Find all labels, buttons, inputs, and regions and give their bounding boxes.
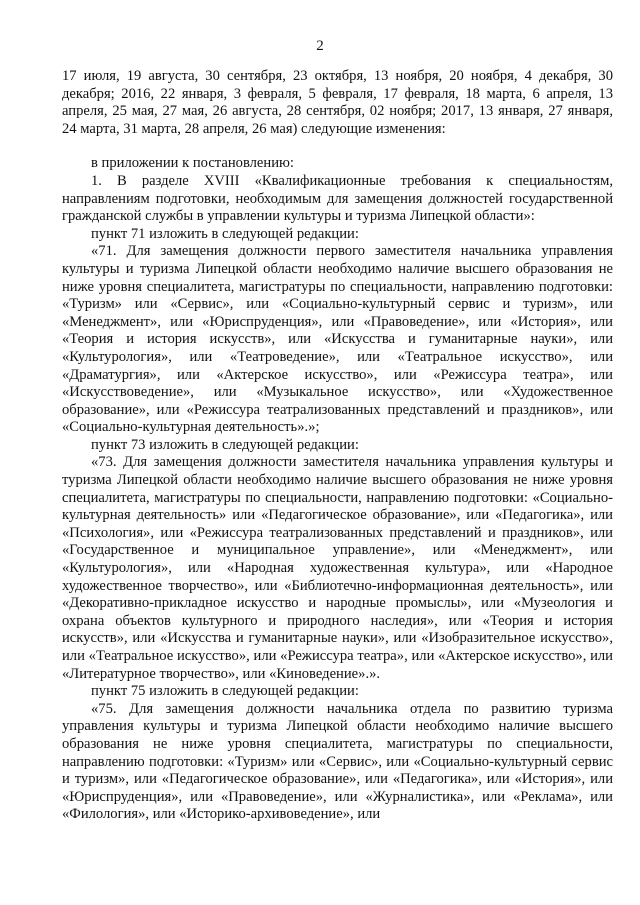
paragraph-point-75-intro: пункт 75 изложить в следующей редакции:	[91, 683, 359, 700]
paragraph-point-71-text: «71. Для замещения должности первого заместителя начальника управления культуры и туризма Липецкой области необходимо наличие высшего образования не ниже уровня специалитета, магистратуры по специальности, направлению подготовки: «Туризм» или «Сервис», или «Социально-культурный сервис и туризм», или «Менеджмент», или «Юриспруденция», или «Правоведение», или «История», или «Теория и история искусств», или «Искусства и гуманитарные науки», или «Культурология», или «Театроведение», или «Театральное искусство», или «Драматургия», или «Актерское искусство», или «Режиссура театра», или «Искусствоведение», или «Музыкальное искусство», или «Художественное образование», или «Режиссура театрализованных представлений и праздников», или «Социально-культурная деятельность».»;	[62, 243, 613, 436]
paragraph-appendix-heading: в приложении к постановлению:	[91, 155, 294, 172]
paragraph-gap	[62, 138, 613, 155]
paragraph-point-71-intro: пункт 71 изложить в следующей редакции:	[91, 225, 359, 242]
document-body	[62, 68, 613, 824]
paragraph-point-75-text: «75. Для замещения должности начальника отдела по развитию туризма управления культуры и туризма Липецкой области необходимо наличие высшего образования не ниже уровня специалитета, магистратуры по специальности, направлению подготовки: «Туризм» или «Сервис», или «Социально-культурный сервис и туризм», или «Педагогическое образование», или «Педагогика», или «История», или «Юриспруденция», или «Правоведение», или «Журналистика», или «Реклама», или «Филология», или «Историко-архивоведение», или	[62, 700, 613, 823]
paragraph-section-xviii: 1. В разделе XVIII «Квалификационные требования к специальностям, направлениям подготовки, необходимым для замещения должностей государственной гражданской службы в управлении культуры и туризма Липецкой области»:	[62, 172, 613, 225]
paragraph-point-73-text: «73. Для замещения должности заместителя начальника управления культуры и туризма Липецкой области необходимо наличие высшего образования не ниже уровня специалитета, магистратуры по специальности, направлению подготовки: «Социально-культурная деятельность» или «Педагогическое образование», или «Педагогика», или «Психология», или «Режиссура театрализованных представлений и праздников», или «Государственное и муниципальное управление», или «Менеджмент», или «Культурология», или «Народная художественная культура», или «Народное художественное творчество», или «Библиотечно-информационная деятельность», или «Декоративно-прикладное искусство и народные промыслы», или «Музеология и охрана объектов культурного и природного наследия», или «Теория и история искусств», или «Искусства и гуманитарные науки», или «Изобразительное искусство», или «Театральное искусство», или «Режиссура театра», или «Актерское искусство», или «Литературное творчество», или «Киноведение».».	[62, 454, 613, 682]
paragraph-intro-dates: 17 июля, 19 августа, 30 сентября, 23 октября, 13 ноября, 20 ноября, 4 декабря, 30 декабря; 2016, 22 января, 3 февраля, 5 февраля, 17 февраля, 18 марта, 6 апреля, 13 апреля, 25 мая, 27 мая, 26 августа, 28 сентября, 02 ноября; 2017, 13 января, 27 января, 24 марта, 31 марта, 28 апреля, 26 мая) следующие изменения:	[62, 68, 613, 137]
paragraph-point-73-intro: пункт 73 изложить в следующей редакции:	[91, 436, 359, 453]
page-number: 2	[316, 38, 324, 54]
